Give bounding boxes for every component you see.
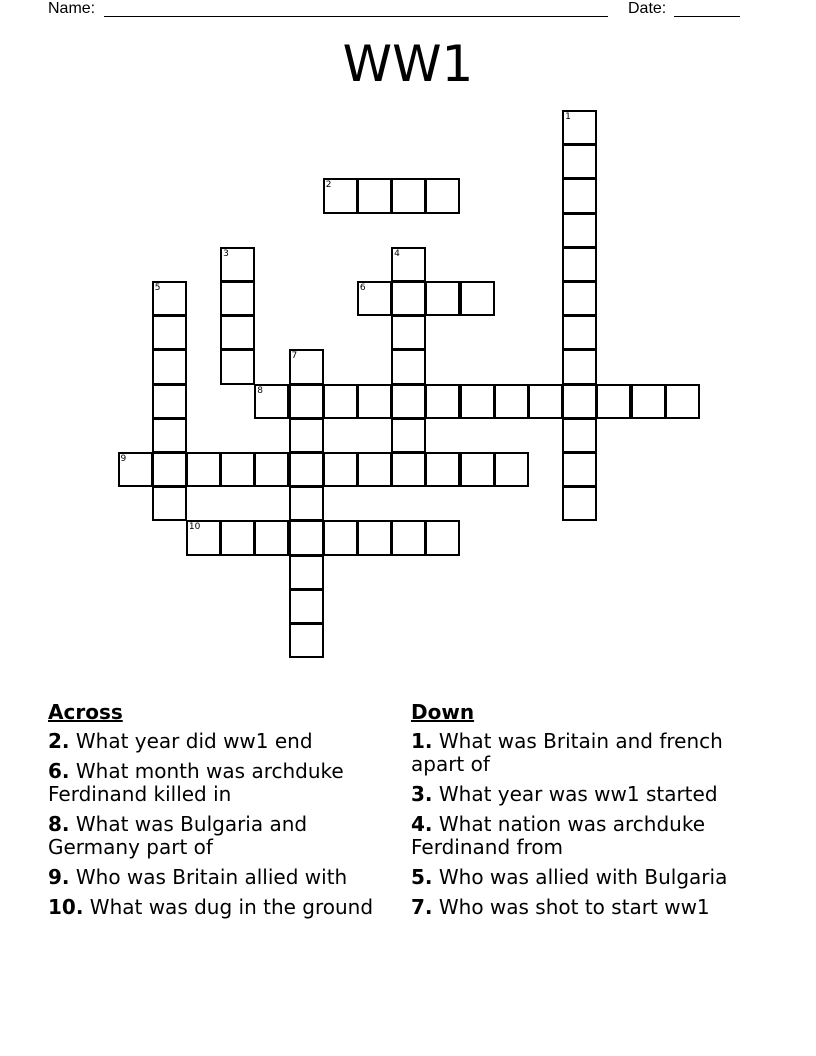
across-clue bbox=[48, 896, 393, 919]
grid-cell[interactable] bbox=[391, 247, 426, 282]
across-clue bbox=[48, 760, 393, 806]
down-clue bbox=[411, 813, 756, 859]
clue-text: Who was shot to start ww1 bbox=[438, 895, 710, 919]
clue-number-label: 10 bbox=[188, 522, 201, 533]
grid-cell[interactable] bbox=[186, 520, 221, 555]
date-label: Date: bbox=[628, 0, 667, 17]
grid-cell[interactable] bbox=[562, 281, 597, 316]
clue-number-label: 4 bbox=[394, 248, 400, 259]
grid-cell[interactable] bbox=[289, 486, 324, 521]
clue-number: 2. bbox=[48, 729, 70, 753]
grid-cell[interactable] bbox=[528, 384, 563, 419]
grid-cell[interactable] bbox=[289, 555, 324, 590]
clue-text: What year was ww1 started bbox=[438, 782, 718, 806]
page-title: WW1 bbox=[342, 35, 474, 93]
grid-cell[interactable] bbox=[323, 384, 358, 419]
grid-cell[interactable] bbox=[254, 452, 289, 487]
grid-cell[interactable] bbox=[425, 384, 460, 419]
clue-number-label: 6 bbox=[359, 283, 366, 293]
grid-cell[interactable] bbox=[391, 384, 426, 419]
grid-cell[interactable] bbox=[220, 349, 255, 384]
across-clues bbox=[48, 700, 393, 926]
grid-cell[interactable] bbox=[460, 452, 495, 487]
grid-cell[interactable] bbox=[391, 452, 426, 487]
down-clue bbox=[411, 866, 756, 889]
grid-cell[interactable] bbox=[425, 178, 460, 213]
grid-cell[interactable] bbox=[391, 520, 426, 555]
grid-cell[interactable] bbox=[323, 452, 358, 487]
grid-cell[interactable] bbox=[289, 520, 324, 555]
grid-cell[interactable] bbox=[425, 281, 460, 316]
clue-text: What was Bulgaria and Germany part of bbox=[48, 812, 308, 859]
grid-cell[interactable] bbox=[391, 315, 426, 350]
clue-number-label: 8 bbox=[257, 385, 264, 396]
grid-cell[interactable] bbox=[152, 452, 187, 487]
grid-cell[interactable] bbox=[562, 486, 597, 521]
grid-cell[interactable] bbox=[152, 486, 187, 521]
grid-cell[interactable] bbox=[460, 384, 495, 419]
grid-cell[interactable] bbox=[357, 178, 392, 213]
clue-number: 1. bbox=[411, 729, 433, 753]
grid-cell[interactable] bbox=[289, 452, 324, 487]
grid-cell[interactable] bbox=[562, 452, 597, 487]
clue-number-label: 3 bbox=[223, 248, 229, 259]
across-clue bbox=[48, 730, 393, 753]
grid-cell[interactable] bbox=[289, 384, 324, 419]
clue-number-label: 7 bbox=[291, 351, 298, 362]
clue-number-label: 9 bbox=[120, 454, 127, 464]
grid-cell[interactable] bbox=[596, 384, 631, 419]
grid-cell[interactable] bbox=[323, 520, 358, 555]
clue-text: Who was allied with Bulgaria bbox=[438, 865, 728, 889]
grid-cell[interactable] bbox=[460, 281, 495, 316]
grid-cell[interactable] bbox=[289, 589, 324, 624]
grid-cell[interactable] bbox=[357, 281, 392, 316]
grid-cell[interactable] bbox=[494, 452, 529, 487]
down-clues bbox=[411, 700, 756, 926]
grid-cell[interactable] bbox=[152, 281, 187, 316]
grid-cell[interactable] bbox=[562, 213, 597, 248]
down-heading: Down bbox=[411, 700, 475, 724]
grid-cell[interactable] bbox=[562, 315, 597, 350]
down-clue bbox=[411, 730, 756, 776]
grid-cell[interactable] bbox=[562, 144, 597, 179]
grid-cell[interactable] bbox=[494, 384, 529, 419]
across-heading: Across bbox=[48, 700, 123, 724]
grid-cell[interactable] bbox=[254, 520, 289, 555]
clue-text: What year did ww1 end bbox=[75, 729, 313, 753]
grid-cell[interactable] bbox=[562, 178, 597, 213]
grid-cell[interactable] bbox=[357, 384, 392, 419]
grid-cell[interactable] bbox=[220, 247, 255, 282]
grid-cell[interactable] bbox=[391, 281, 426, 316]
clue-text: Who was Britain allied with bbox=[75, 865, 348, 889]
grid-cell[interactable] bbox=[357, 452, 392, 487]
clue-number: 9. bbox=[48, 865, 70, 889]
clue-text: What nation was archduke Ferdinand from bbox=[411, 812, 706, 859]
grid-cell[interactable] bbox=[631, 384, 666, 419]
grid-cell[interactable] bbox=[220, 452, 255, 487]
clue-text: What was dug in the ground bbox=[89, 895, 374, 919]
grid-cell[interactable] bbox=[152, 349, 187, 384]
grid-cell[interactable] bbox=[220, 281, 255, 316]
clue-number: 7. bbox=[411, 895, 433, 919]
clue-number-label: 5 bbox=[154, 283, 161, 293]
grid-cell[interactable] bbox=[425, 452, 460, 487]
clue-text: What was Britain and french apart of bbox=[411, 729, 723, 776]
across-clue bbox=[48, 866, 393, 889]
grid-cell[interactable] bbox=[562, 110, 597, 145]
grid-cell[interactable] bbox=[391, 418, 426, 453]
grid-cell[interactable] bbox=[562, 384, 597, 419]
grid-cell[interactable] bbox=[186, 452, 221, 487]
down-clue bbox=[411, 896, 756, 919]
grid-cell[interactable] bbox=[220, 315, 255, 350]
clue-number: 5. bbox=[411, 865, 433, 889]
clue-text: What month was archduke Ferdinand killed in bbox=[48, 759, 344, 806]
across-clue bbox=[48, 813, 393, 859]
clue-number: 6. bbox=[48, 759, 70, 783]
down-clue bbox=[411, 783, 756, 806]
grid-cell[interactable] bbox=[152, 384, 187, 419]
grid-cell[interactable] bbox=[289, 349, 324, 384]
clue-number: 4. bbox=[411, 812, 433, 836]
grid-cell[interactable] bbox=[391, 178, 426, 213]
grid-cell[interactable] bbox=[289, 418, 324, 453]
grid-cell[interactable] bbox=[323, 178, 358, 213]
grid-cell[interactable] bbox=[152, 418, 187, 453]
grid-cell[interactable] bbox=[562, 349, 597, 384]
grid-cell[interactable] bbox=[562, 247, 597, 282]
grid-cell[interactable] bbox=[254, 384, 289, 419]
clue-number-label: 2 bbox=[325, 180, 332, 191]
clue-number: 8. bbox=[48, 812, 70, 836]
grid-cell[interactable] bbox=[665, 384, 700, 419]
grid-cell[interactable] bbox=[425, 520, 460, 555]
name-label: Name: bbox=[48, 0, 96, 17]
clue-number-label: 1 bbox=[565, 112, 571, 122]
grid-cell[interactable] bbox=[562, 418, 597, 453]
grid-cell[interactable] bbox=[220, 520, 255, 555]
clue-number: 3. bbox=[411, 782, 433, 806]
grid-cell[interactable] bbox=[289, 623, 324, 658]
grid-cell[interactable] bbox=[118, 452, 153, 487]
grid-cell[interactable] bbox=[391, 349, 426, 384]
grid-cell[interactable] bbox=[152, 315, 187, 350]
grid-cell[interactable] bbox=[357, 520, 392, 555]
clue-number: 10. bbox=[48, 895, 84, 919]
